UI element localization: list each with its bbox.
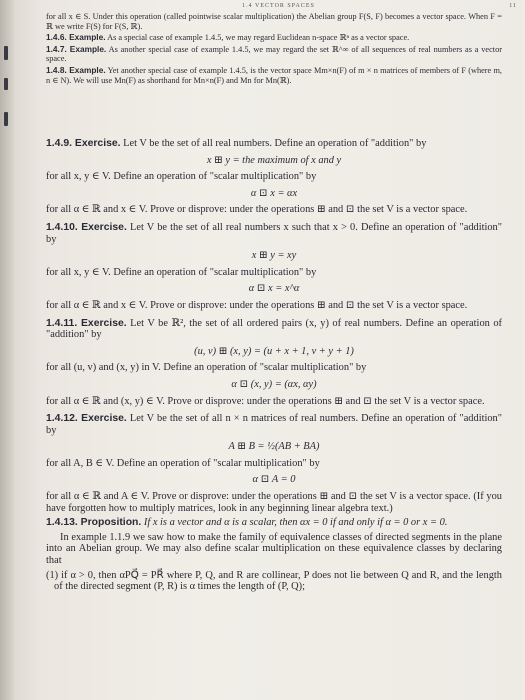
- equation: (u, v) ⊞ (x, y) = (u + x + 1, v + y + 1): [194, 345, 354, 357]
- list-item: (1) if α > 0, then αPQ⃗ = PR⃗ where P, Q, and R are collinear, P does not lie between Q and R, and the length of the directed segment (P, R) is α times the length of (P, Q);: [46, 569, 502, 593]
- exercise-text: Let V be the set of all n × n matrices of real numbers. Define an operation of "addition" by: [46, 413, 502, 436]
- equation: α ⊡ x = x^α: [248, 283, 300, 295]
- example-heading: 1.4.8. Example.: [46, 64, 106, 75]
- exercise-heading: 1.4.9. Exercise.: [46, 138, 121, 149]
- exercise-1-4-9: [46, 138, 502, 150]
- exercise-text: for all (u, v) and (x, y) in V. Define an operation of "scalar multiplication" by: [46, 362, 367, 374]
- example-1-4-8: [46, 66, 502, 85]
- intro-text: for all x ∈ S. Under this operation (called pointwise scalar multiplication) the Abelian group F(S, F) becomes a vector space. When F = ℝ we write F(S) for F(S, ℝ).: [46, 12, 502, 31]
- exercise-1-4-12: [46, 413, 502, 436]
- running-head-title: 1.4 VECTOR SPACES: [242, 3, 315, 9]
- exercise-text: for all x, y ∈ V. Define an operation of "scalar multiplication" by: [46, 266, 317, 278]
- exercise-text: for all A, B ∈ V. Define an operation of "scalar multiplication" by: [46, 457, 320, 469]
- equation: α ⊡ A = 0: [252, 474, 296, 486]
- exercise-text: Let V be ℝ², the set of all ordered pairs (x, y) of real numbers. Define an operation of "addition" by: [46, 317, 502, 341]
- example-body: As another special case of example 1.4.5, we may regard the set ℝ^∞ of all sequences of real numbers as a vector space.: [46, 44, 502, 64]
- example-heading: 1.4.7. Example.: [46, 43, 107, 54]
- exercise-text: for all α ∈ ℝ and (x, y) ∈ V. Prove or disprove: under the operations ⊞ and ⊡ the set V is a vector space.: [46, 395, 485, 407]
- equation: α ⊡ x = αx: [250, 187, 298, 199]
- page-binding: [0, 0, 14, 700]
- exercise-heading: 1.4.11. Exercise.: [46, 317, 127, 329]
- top-section: [46, 12, 502, 87]
- exercise-heading: 1.4.10. Exercise.: [46, 221, 127, 233]
- example-heading: 1.4.6. Example.: [46, 32, 106, 43]
- equation: α ⊡ (x, y) = (αx, αy): [231, 378, 317, 390]
- exercise-text: for all α ∈ ℝ and A ∈ V. Prove or disprove: under the operations ⊞ and ⊡ the set V is a vector space. (If you have forgotten how to multiply matrices, look in any beginning linear algebra text.): [46, 491, 502, 514]
- exercise-text: for all x, y ∈ V. Define an operation of "scalar multiplication" by: [46, 171, 317, 183]
- binding-mark: [4, 46, 8, 60]
- equation: A ⊞ B = ½(AB + BA): [228, 441, 320, 453]
- example-1-4-7: [46, 45, 502, 64]
- example-body: Yet another special case of example 1.4.5, is the vector space Mm×n(F) of m × n matrices of members of F (where m, n ∈ N). We will use Mn(F) as shorthand for Mn×n(F) and Mn for Mn(ℝ).: [46, 65, 502, 85]
- exercise-text: Let V be the set of all real numbers. Define an operation of "addition" by: [123, 138, 427, 149]
- page-number: 11: [509, 3, 517, 9]
- proposition-heading: 1.4.13. Proposition.: [46, 517, 142, 529]
- exercise-heading: 1.4.12. Exercise.: [46, 413, 127, 425]
- binding-mark: [4, 78, 8, 90]
- exercise-1-4-11: [46, 318, 502, 341]
- exercise-text: Let V be the set of all real numbers x such that x > 0. Define an operation of "addition" by: [46, 221, 502, 245]
- exercise-text: for all α ∈ ℝ and x ∈ V. Prove or disprove: under the operations ⊞ and ⊡ the set V is a vector space.: [46, 204, 468, 216]
- proposition-1-4-13: [46, 517, 502, 529]
- exercise-1-4-10: [46, 222, 502, 245]
- equation: x ⊞ y = the maximum of x and y: [206, 154, 342, 166]
- example-1-4-6: [46, 33, 502, 43]
- exercise-text: for all α ∈ ℝ and x ∈ V. Prove or disprove: under the operations ⊞ and ⊡ the set V is a vector space.: [46, 299, 468, 311]
- proposition-body: If x is a vector and α is a scalar, then αx = 0 if and only if α = 0 or x = 0.: [143, 517, 448, 529]
- main-section: [46, 138, 502, 593]
- equation: x ⊞ y = xy: [251, 250, 297, 262]
- binding-mark: [4, 112, 8, 126]
- example-body: As a special case of example 1.4.5, we may regard Euclidean n-space ℝⁿ as a vector space.: [107, 33, 410, 43]
- paragraph: In example 1.1.9 we saw how to make the family of equivalence classes of directed segments in the plane into an Abelian group. We may also define scalar multiplication on these equivalence classes by declaring that: [46, 531, 502, 567]
